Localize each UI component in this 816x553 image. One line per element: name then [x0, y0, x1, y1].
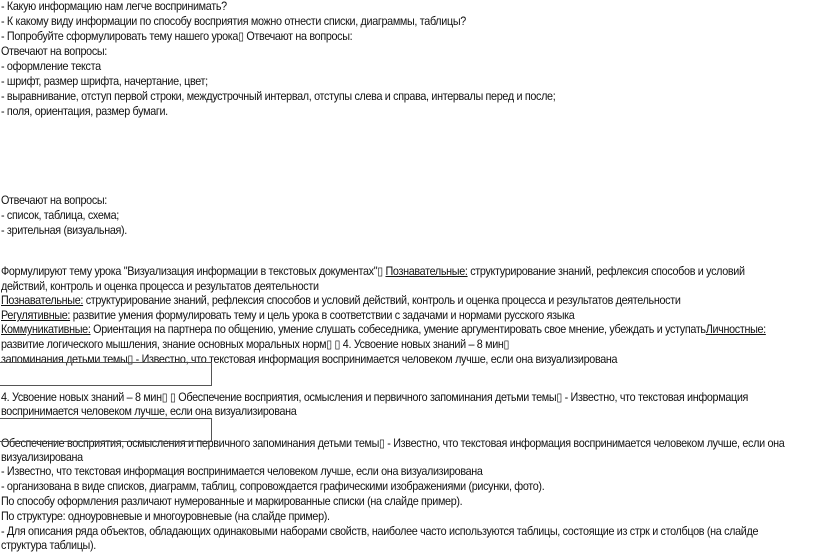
- text-line: [1, 265, 745, 279]
- text-segment: воспринимается человеком лучше, если она визуализирована: [1, 405, 297, 418]
- text-segment: Отвечают на вопросы:: [1, 45, 107, 58]
- text-segment: 4. Усвоение новых знаний – 8 мин▯ ▯ Обеспечение восприятия, осмысления и первичного запоминания детьми темы▯ - Известно, что текстовая информация: [1, 391, 749, 404]
- text-line: [1, 510, 330, 524]
- text-segment: Формулируют тему урока "Визуализация информации в текстовых документах"▯: [1, 265, 386, 278]
- text-line: [1, 15, 466, 29]
- empty-text-box: [0, 362, 212, 386]
- text-segment: - выравнивание, отступ первой строки, междустрочный интервал, отступы слева и справа, интервалы перед и после;: [1, 90, 556, 103]
- underlined-heading: Познавательные:: [385, 265, 468, 278]
- text-segment: Обеспечение восприятия, осмысления и первичного запоминания детьми темы▯ - Известно, что текстовая информация воспринимается человеком лучше, если она: [1, 437, 785, 450]
- text-segment: Ориентация на партнера по общению, умение слушать собеседника, умение аргументировать свое мнение, убеждать и уступать: [90, 323, 706, 336]
- text-line: [1, 391, 748, 405]
- text-line: [1, 323, 766, 337]
- text-line: [1, 309, 574, 323]
- text-line: [1, 75, 208, 89]
- text-line: [1, 525, 758, 539]
- text-line: [1, 194, 107, 208]
- text-segment: - шрифт, размер шрифта, начертание, цвет;: [1, 75, 208, 88]
- underlined-heading: Регулятивные:: [1, 309, 71, 322]
- text-line: [1, 30, 352, 44]
- text-segment: - Для описания ряда объектов, обладающих одинаковыми наборами свойств, наиболее часто используются таблицы, состоящие из стрк и столбцов (на слайде: [1, 525, 759, 538]
- text-segment: По структуре: одноуровневые и многоуровневые (на слайде пример).: [1, 510, 330, 523]
- text-segment: запоминания детьми темы▯ - Известно, что текстовая информация воспринимается человеком лучше, если она визуализирована: [1, 353, 618, 366]
- text-line: [1, 465, 483, 479]
- text-segment: - поля, ориентация, размер бумаги.: [1, 105, 168, 118]
- empty-text-box: [0, 418, 212, 442]
- text-line: [1, 90, 555, 104]
- text-segment: - организована в виде списков, диаграмм, таблиц, сопровождается графическими изображениями (рисунки, фото).: [1, 480, 545, 493]
- text-line: [1, 338, 509, 352]
- text-line: [1, 224, 127, 238]
- underlined-heading: Коммуникативные:: [1, 323, 91, 336]
- text-line: [1, 0, 227, 14]
- text-segment: - оформление текста: [1, 60, 101, 73]
- text-segment: - Известно, что текстовая информация воспринимается человеком лучше, если она визуализирована: [1, 465, 483, 478]
- text-segment: структурирование знаний, рефлексия способов и условий действий, контроль и оценка процесса и результатов деятельности: [83, 294, 681, 307]
- text-segment: - список, таблица, схема;: [1, 209, 119, 222]
- text-line: [1, 480, 544, 494]
- text-line: [1, 45, 107, 59]
- text-line: [1, 539, 96, 553]
- underlined-heading: Личностные:: [705, 323, 766, 336]
- text-segment: - зрительная (визуальная).: [1, 224, 127, 237]
- text-segment: действий, контроль и оценка процесса и результатов деятельности: [1, 280, 319, 293]
- text-line: [1, 451, 83, 465]
- text-segment: - Попробуйте сформулировать тему нашего урока▯ Отвечают на вопросы:: [1, 30, 353, 43]
- text-segment: - Какую информацию нам легче воспринимать?: [1, 0, 227, 13]
- underlined-heading: Познавательные:: [1, 294, 84, 307]
- text-segment: развитие логического мышления, знание основных моральных норм▯ ▯ 4. Усвоение новых знаний – 8 мин▯: [1, 338, 510, 351]
- text-segment: По способу оформления различают нумерованные и маркированные списки (на слайде пример).: [1, 495, 463, 508]
- text-line: [1, 495, 462, 509]
- text-line: [1, 294, 681, 308]
- text-line: [1, 405, 296, 419]
- text-line: [1, 280, 319, 294]
- text-segment: структурирование знаний, рефлексия способов и условий: [467, 265, 745, 278]
- text-segment: Отвечают на вопросы:: [1, 194, 107, 207]
- text-line: [1, 60, 101, 74]
- text-segment: - К какому виду информации по способу восприятия можно отнести списки, диаграммы, таблицы?: [1, 15, 466, 28]
- text-line: [1, 105, 168, 119]
- text-segment: развитие умения формулировать тему и цель урока в соответствии с задачами и нормами русского языка: [70, 309, 575, 322]
- text-line: [1, 209, 119, 223]
- text-segment: структура таблицы).: [1, 539, 96, 552]
- text-segment: визуализирована: [1, 451, 83, 464]
